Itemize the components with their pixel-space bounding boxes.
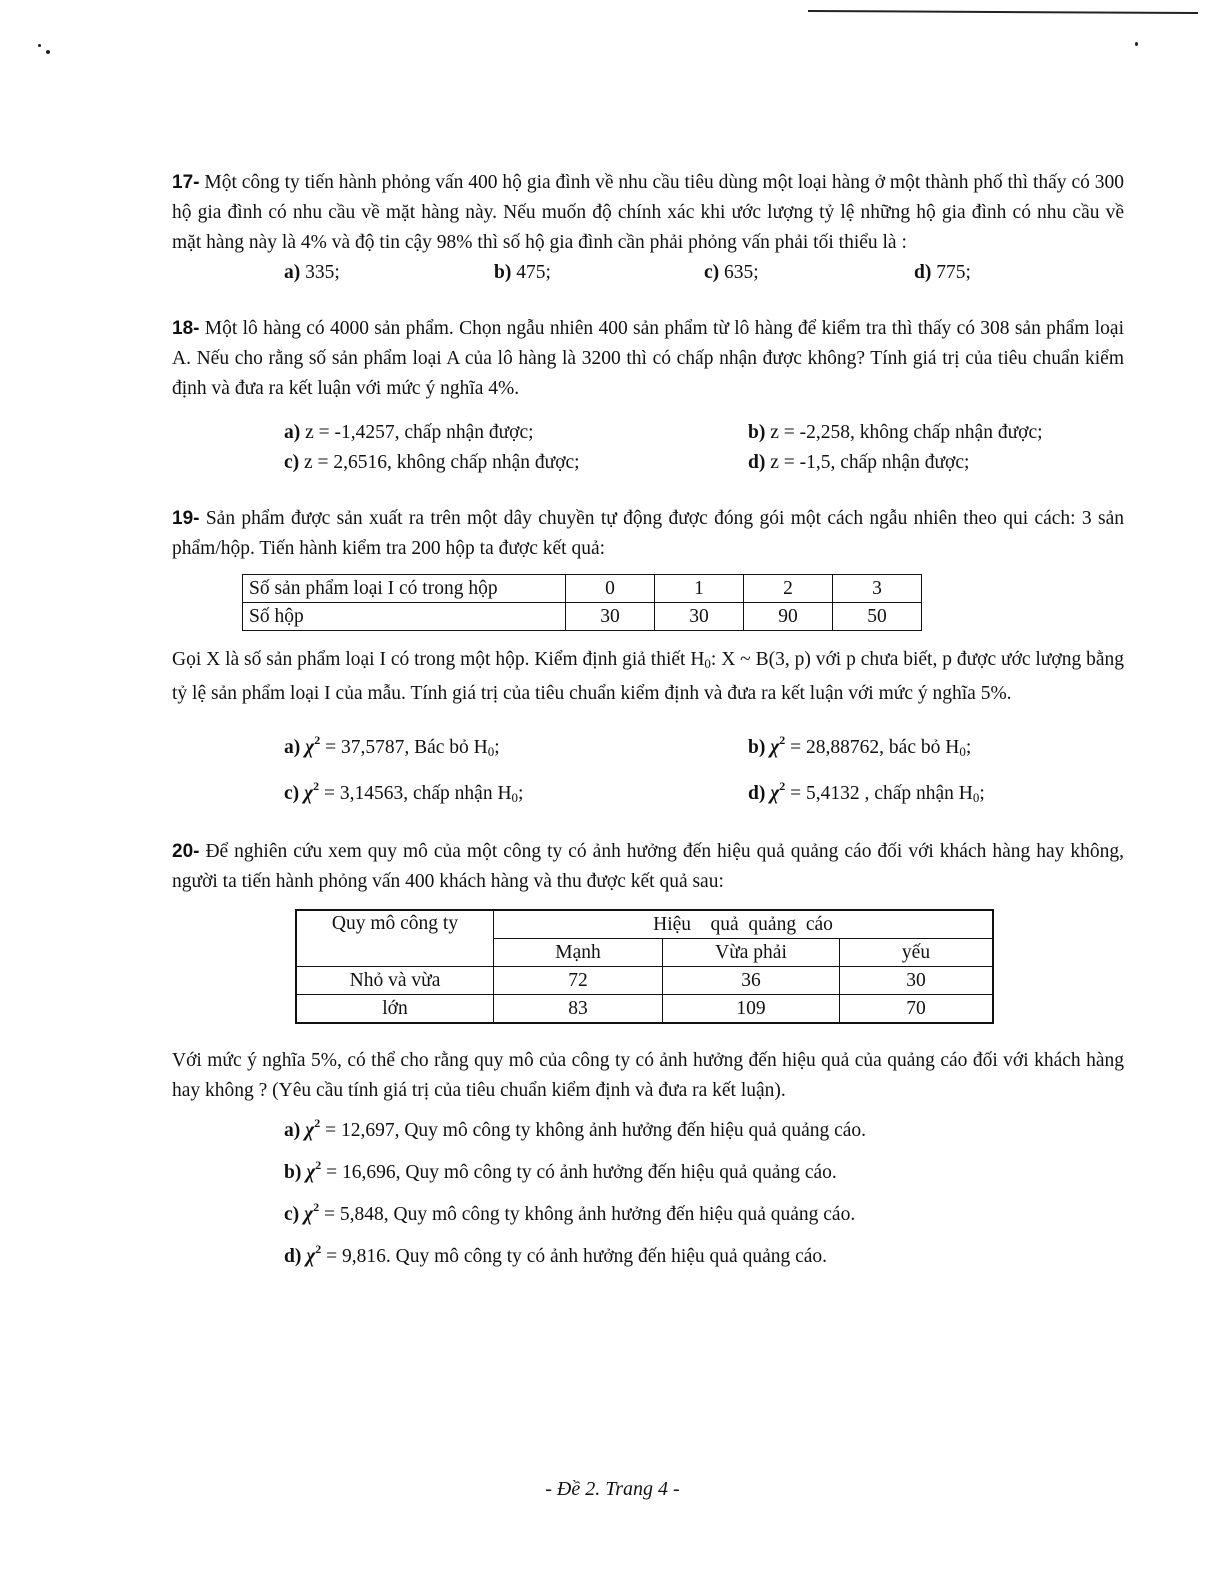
table-cell: 83 bbox=[494, 995, 663, 1024]
table-row bbox=[296, 967, 993, 995]
question-18-text: 18- Một lô hàng có 4000 sản phẩm. Chọn ngẫu nhiên 400 sản phẩm từ lô hàng để kiểm tra thì thấy có 308 sản phẩm loại A. Nếu cho rằng số sản phẩm loại A của lô hàng là 3200 thì có chấp nhận được không? Tính giá trị của tiêu chuẩn kiểm định và đưa ra kết luận với mức ý nghĩa 4%. bbox=[172, 318, 1125, 399]
table-group-header: Hiệu quả quảng cáo bbox=[494, 910, 994, 939]
option-d[interactable]: d) 775; bbox=[914, 262, 971, 283]
option-c[interactable]: c) $\chi^2 = 3,14563$, chấp nhận $H_0$; bbox=[284, 779, 524, 805]
table-cell: 90 bbox=[744, 603, 833, 631]
question-19 bbox=[172, 504, 1124, 815]
table-cell: 30 bbox=[840, 967, 994, 995]
question-number: 18- bbox=[172, 318, 200, 339]
question-19-options bbox=[284, 723, 1124, 815]
page-footer: - Đề 2. Trang 4 - bbox=[545, 1478, 680, 1500]
question-19-table bbox=[242, 574, 922, 631]
option-a[interactable]: a) 335; bbox=[284, 262, 340, 283]
scan-speck bbox=[1135, 42, 1138, 46]
question-number: 20- bbox=[172, 841, 200, 862]
table-cell: 30 bbox=[655, 603, 744, 631]
question-20-text-2: Với mức ý nghĩa 5%, có thể cho rằng quy mô của công ty có ảnh hưởng đến hiệu quả của quảng cáo đối với khách hàng hay không ? (Yêu cầu tính giá trị của tiêu chuẩn kiểm định và đưa ra kết luận). bbox=[172, 1050, 1124, 1101]
table-cell: 30 bbox=[566, 603, 655, 631]
option-a[interactable]: a) $\chi^2 = 12,697$, Quy mô công ty không ảnh hưởng đến hiệu quả quảng cáo. bbox=[284, 1116, 867, 1141]
question-number: 17- bbox=[172, 172, 200, 193]
exam-page bbox=[172, 168, 1124, 1274]
question-18-options bbox=[284, 418, 1124, 478]
option-c[interactable]: c) z = 2,6516, không chấp nhận được; bbox=[284, 452, 580, 473]
table-cell: 109 bbox=[663, 995, 840, 1024]
row-header: lớn bbox=[296, 995, 494, 1024]
question-19-text-2: Gọi X là số sản phẩm loại I có trong một hộp. Kiểm định giả thiết $H_0$: X ~ B(3, p) với p chưa biết, p được ước lượng bằng tỷ lệ sản phẩm loại I của mẫu. Tính giá trị của tiêu chuẩn kiểm định và đưa ra kết luận với mức ý nghĩa 5%. bbox=[172, 649, 1124, 704]
option-c[interactable]: c) 635; bbox=[704, 262, 759, 283]
question-17 bbox=[172, 168, 1124, 288]
scan-speck bbox=[38, 44, 41, 47]
table-cell: 2 bbox=[744, 575, 833, 603]
header-rule bbox=[808, 10, 1198, 14]
column-header: Vừa phải bbox=[663, 939, 840, 967]
option-c[interactable]: c) $\chi^2 = 5,848$, Quy mô công ty không ảnh hưởng đến hiệu quả quảng cáo. bbox=[284, 1200, 856, 1225]
question-19-text: 19- Sản phẩm được sản xuất ra trên một dây chuyền tự động được đóng gói một cách ngẫu nhiên theo qui cách: 3 sản phẩm/hộp. Tiến hành kiểm tra 200 hộp ta được kết quả: bbox=[172, 508, 1125, 559]
option-d[interactable]: d) $\chi^2 = 9,816$. Quy mô công ty có ảnh hưởng đến hiệu quả quảng cáo. bbox=[284, 1242, 828, 1267]
option-a[interactable]: a) z = -1,4257, chấp nhận được; bbox=[284, 422, 534, 443]
question-20-text: 20- Để nghiên cứu xem quy mô của một công ty có ảnh hưởng đến hiệu quả quảng cáo đối với khách hàng hay không, người ta tiến hành phỏng vấn 400 khách hàng và thu được kết quả sau: bbox=[172, 841, 1124, 892]
option-a[interactable]: a) $\chi^2 = 37,5787$, Bác bỏ $H_0$; bbox=[284, 733, 500, 759]
table-cell: 3 bbox=[833, 575, 922, 603]
option-d[interactable]: d) $\chi^2 = 5,4132$ , chấp nhận $H_0$; bbox=[748, 779, 985, 805]
table-row bbox=[243, 575, 922, 603]
question-18 bbox=[172, 314, 1124, 478]
table-row bbox=[296, 995, 993, 1024]
table-cell: 1 bbox=[655, 575, 744, 603]
table-cell: 0 bbox=[566, 575, 655, 603]
table-cell: 70 bbox=[840, 995, 994, 1024]
option-b[interactable]: b) $\chi^2 = 28,88762$, bác bỏ $H_0$; bbox=[748, 733, 972, 759]
column-header: yếu bbox=[840, 939, 994, 967]
option-b[interactable]: b) z = -2,258, không chấp nhận được; bbox=[748, 422, 1043, 443]
table-header-row bbox=[296, 910, 993, 939]
table-cell: 36 bbox=[663, 967, 840, 995]
question-number: 19- bbox=[172, 508, 200, 529]
option-b[interactable]: b) 475; bbox=[494, 262, 551, 283]
question-20-options bbox=[284, 1106, 1124, 1274]
column-header: Mạnh bbox=[494, 939, 663, 967]
table-cell: 50 bbox=[833, 603, 922, 631]
table-cell: Số sản phẩm loại I có trong hộp bbox=[243, 575, 566, 603]
table-cell: Số hộp bbox=[243, 603, 566, 631]
table-corner-header: Quy mô công ty bbox=[296, 910, 494, 967]
table-row bbox=[243, 603, 922, 631]
table-cell: 72 bbox=[494, 967, 663, 995]
scan-speck bbox=[46, 50, 50, 54]
question-20-table bbox=[295, 909, 994, 1024]
option-d[interactable]: d) z = -1,5, chấp nhận được; bbox=[748, 452, 970, 473]
question-20 bbox=[172, 837, 1124, 1274]
row-header: Nhỏ và vừa bbox=[296, 967, 494, 995]
option-b[interactable]: b) $\chi^2 = 16,696$, Quy mô công ty có ảnh hưởng đến hiệu quả quảng cáo. bbox=[284, 1158, 837, 1183]
question-17-text: 17- Một công ty tiến hành phỏng vấn 400 hộ gia đình về nhu cầu tiêu dùng một loại hàng ở một thành phố thì thấy có 300 hộ gia đình có nhu cầu về mặt hàng này. Nếu muốn độ chính xác khi ước lượng tỷ lệ những hộ gia đình có nhu cầu về mặt hàng này là 4% và độ tin cậy 98% thì số hộ gia đình cần phải phỏng vấn phải tối thiểu là : bbox=[172, 172, 1125, 253]
question-17-options bbox=[284, 258, 1124, 288]
